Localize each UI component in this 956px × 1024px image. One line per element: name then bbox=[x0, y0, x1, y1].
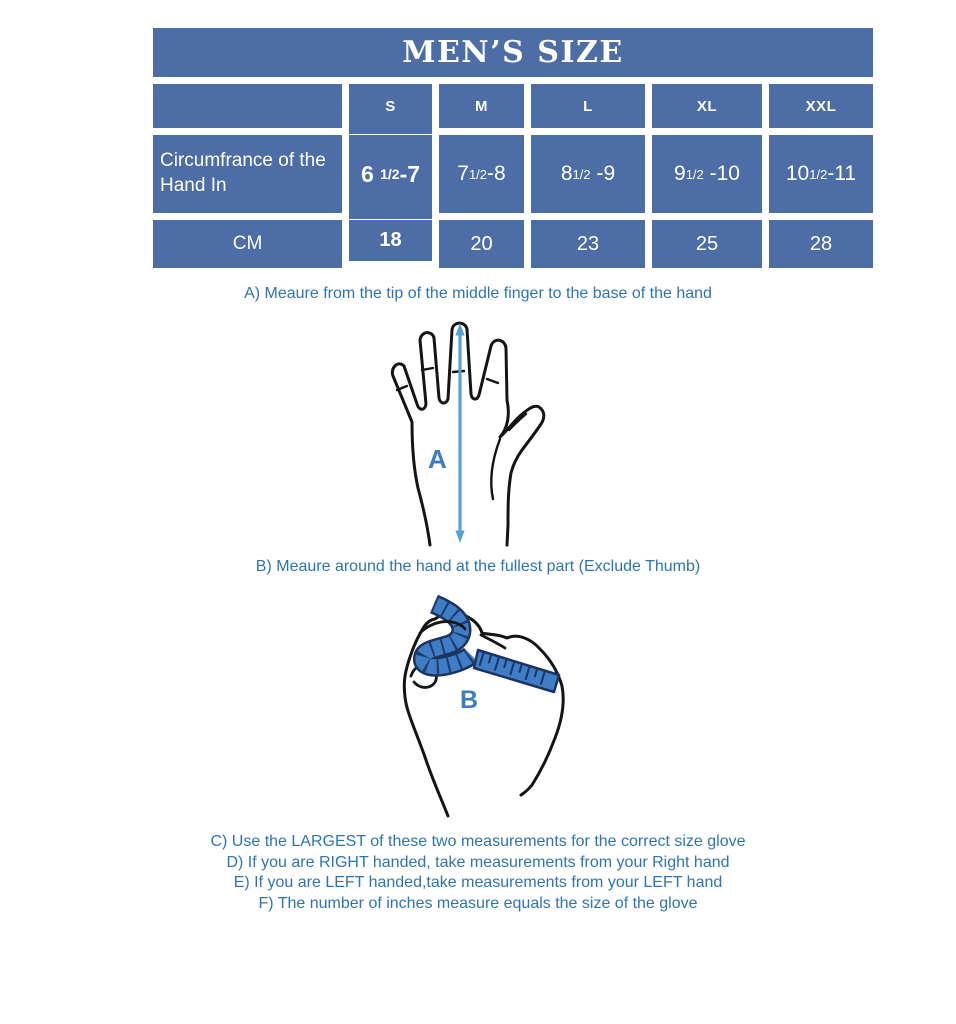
row-label-cm: CM bbox=[153, 220, 342, 268]
size-header-s: S bbox=[349, 84, 432, 128]
cm-value-l: 23 bbox=[531, 220, 645, 268]
cm-value-xxl: 28 bbox=[769, 220, 873, 268]
instruction-e: E) If you are LEFT handed,take measurements from your LEFT hand bbox=[233, 874, 723, 892]
label-a: A bbox=[428, 444, 447, 474]
size-header-xxl: XXL bbox=[769, 84, 873, 128]
table-title: MEN’S SIZE bbox=[153, 28, 873, 77]
cm-value-xl: 25 bbox=[652, 220, 762, 268]
instruction-f: F) The number of inches measure equals the size of the glove bbox=[258, 895, 698, 913]
circumference-value-xl: 9 1/2 -10 bbox=[652, 135, 762, 213]
circumference-value-s: 6 1/2 -7 bbox=[349, 135, 432, 213]
cm-value-s: 18 bbox=[349, 220, 432, 268]
instruction-d: D) If you are RIGHT handed, take measurements from your Right hand bbox=[226, 853, 730, 871]
instructions-footer bbox=[0, 832, 956, 915]
circumference-value-l: 8 1/2 -9 bbox=[531, 135, 645, 213]
cm-value-m: 20 bbox=[439, 220, 524, 268]
fist-measure-diagram bbox=[378, 588, 598, 826]
table-corner-cell bbox=[153, 84, 342, 128]
circumference-value-m: 7 1/2 -8 bbox=[439, 135, 524, 213]
instruction-b: B) Meaure around the hand at the fullest part (Exclude Thumb) bbox=[255, 558, 701, 575]
label-b: B bbox=[460, 686, 479, 714]
row-label-circumference: Circumfrance of the Hand In bbox=[153, 135, 342, 213]
hand-measure-diagram bbox=[360, 310, 590, 550]
size-header-l: L bbox=[531, 84, 645, 128]
mens-size-table bbox=[153, 28, 873, 268]
instruction-a: A) Meaure from the tip of the middle finger to the base of the hand bbox=[244, 285, 712, 302]
circumference-value-xxl: 10 1/2 -11 bbox=[769, 135, 873, 213]
hand-outline bbox=[392, 323, 543, 545]
size-header-m: M bbox=[439, 84, 524, 128]
size-header-xl: XL bbox=[652, 84, 762, 128]
instruction-c: C) Use the LARGEST of these two measurements for the correct size glove bbox=[210, 833, 746, 850]
